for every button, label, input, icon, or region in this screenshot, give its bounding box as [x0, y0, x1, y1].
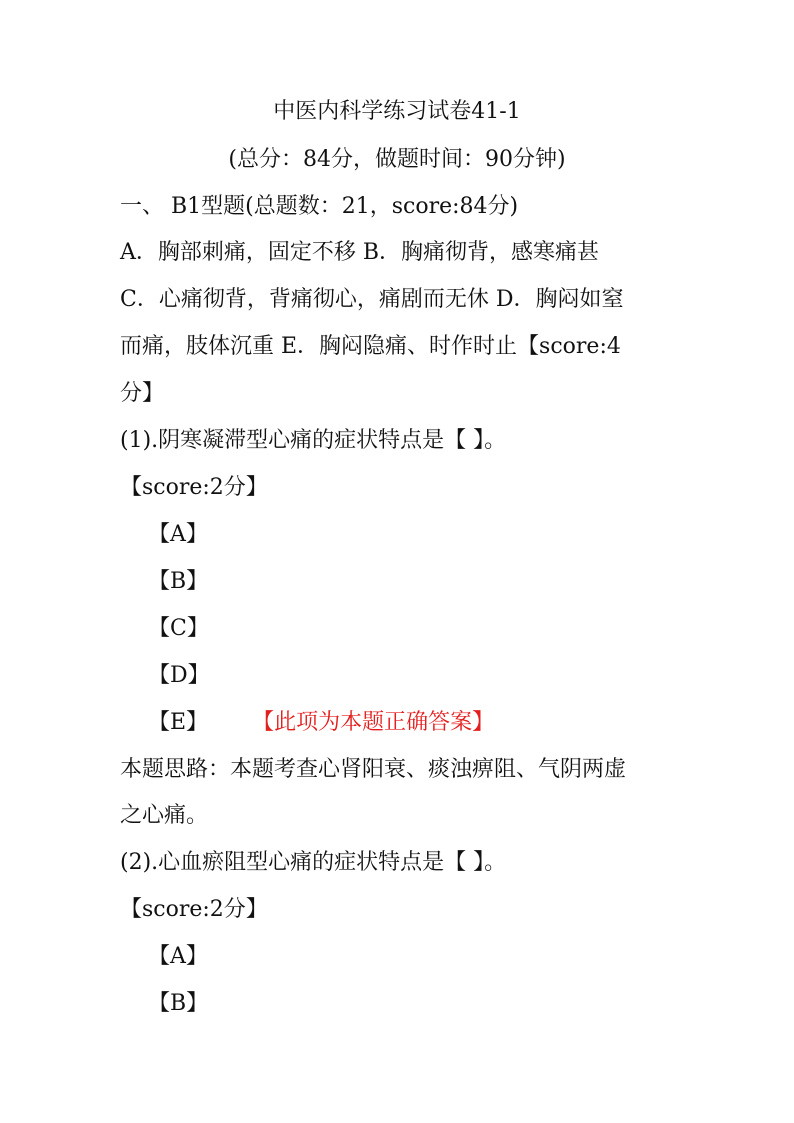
options-text-line: 分】: [120, 381, 165, 406]
options-text-line: A．胸部刺痛，固定不移 B．胸痛彻背，感寒痛甚: [120, 240, 600, 265]
question-2-choice-a[interactable]: 【A】: [148, 944, 208, 969]
exam-subtitle: (总分：84分，做题时间：90分钟): [228, 147, 566, 172]
question-1-choice-e[interactable]: 【E】: [148, 710, 209, 735]
section-heading: 一、 B1型题(总题数：21，score:84分): [120, 194, 519, 219]
question-2-score: 【score:2分】: [120, 897, 268, 922]
correct-answer-marker: 【此项为本题正确答案】: [252, 710, 495, 735]
exam-title: 中医内科学练习试卷41-1: [273, 99, 521, 124]
options-text-line: 而痛，肢体沉重 E．胸闷隐痛、时作时止【score:4: [120, 334, 621, 359]
question-1-score: 【score:2分】: [120, 475, 268, 500]
question-1-choice-e-row: [148, 708, 494, 738]
question-2-stem: (2).心血瘀阻型心痛的症状特点是【 】。: [120, 850, 507, 875]
question-2-choice-b[interactable]: 【B】: [148, 991, 209, 1016]
question-1-stem: (1).阴寒凝滞型心痛的症状特点是【 】。: [120, 428, 507, 453]
question-1-choice-d[interactable]: 【D】: [148, 663, 210, 688]
options-text-line: C．心痛彻背，背痛彻心，痛剧而无休 D．胸闷如窒: [120, 287, 624, 312]
question-1-explanation: 之心痛。: [120, 803, 209, 828]
question-1-choice-a[interactable]: 【A】: [148, 522, 208, 547]
question-1-choice-b[interactable]: 【B】: [148, 569, 209, 594]
question-1-explanation: 本题思路：本题考查心肾阳衰、痰浊痹阻、气阴两虚: [120, 757, 627, 782]
question-1-choice-c[interactable]: 【C】: [148, 616, 209, 641]
